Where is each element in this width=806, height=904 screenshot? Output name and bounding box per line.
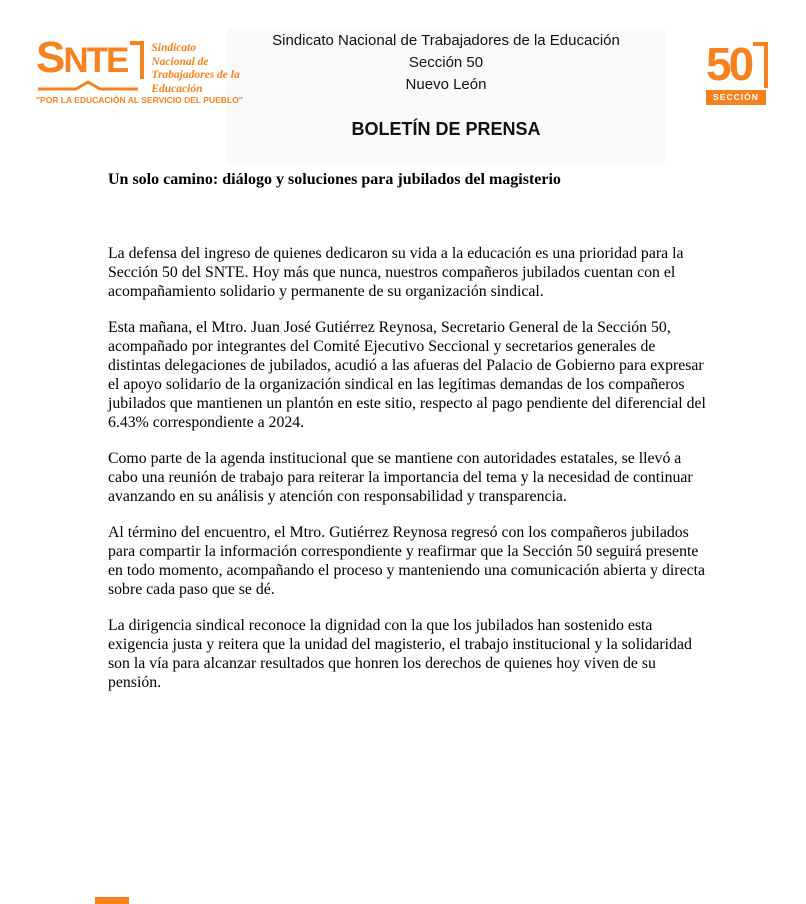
snte-caret-icon — [36, 80, 140, 91]
seccion-50-number: 50 — [706, 38, 752, 90]
snte-logo — [36, 33, 240, 96]
state-name: Nuevo León — [405, 76, 487, 93]
snte-name-line: Educación — [151, 82, 203, 95]
snte-name-line: Nacional de — [151, 55, 209, 68]
press-release-body — [108, 244, 706, 709]
body-paragraph: Esta mañana, el Mtro. Juan José Gutiérrez Reynosa, Secretario General de la Sección 50, acompañado por integrantes del Comité Ejecutivo Seccional y secretarios generales de distintas delegaciones de jubilados, acudió a las afueras del Palacio de Gobierno para expresar el apoyo solidario de la organización sindical en las legítimas demandas de los compañeros jubilados que mantienen un plantón en este sitio, respecto al pago pendiente del diferencial del 6.43% correspondiente a 2024. — [108, 319, 706, 431]
doc-type-heading: BOLETÍN DE PRENSA — [351, 119, 541, 139]
snte-logotype-icon — [36, 33, 144, 91]
letterhead — [227, 30, 665, 140]
body-paragraph: La defensa del ingreso de quienes dedicaron su vida a la educación es una prioridad para la Sección 50 del SNTE. Hoy más que nunca, nuestros compañeros jubilados cuentan con el acompañamiento solidario y permanente de su organización sindical. — [108, 245, 684, 300]
snte-bracket-icon — [130, 41, 144, 79]
snte-name-line: Sindicato — [151, 42, 197, 54]
press-release-title: Un solo camino: diálogo y soluciones para jubilados del magisterio — [108, 171, 561, 188]
body-paragraph: Al término del encuentro, el Mtro. Gutiérrez Reynosa regresó con los compañeros jubilados para compartir la información correspondiente y reafirmar que la Sección 50 seguirá presente en todo momento, acompañando el proceso y manteniendo una comunicación abierta y directa sobre cada paso que se dé. — [108, 524, 705, 598]
seccion-50-bracket-icon — [753, 42, 768, 88]
org-name: Sindicato Nacional de Trabajadores de la Educación — [272, 32, 620, 49]
body-paragraph: Como parte de la agenda institucional que se mantiene con autoridades estatales, se llevó a cabo una reunión de trabajo para reiterar la importancia del tema y la necesidad de continuar avanzando en su análisis y atención con responsabilidad y transparencia. — [108, 450, 693, 505]
seccion-50-label: SECCIÓN — [706, 90, 766, 105]
seccion-50-logo — [706, 38, 768, 105]
snte-name-line: Trabajadores de la — [151, 69, 240, 81]
body-paragraph: La dirigencia sindical reconoce la dignidad con la que los jubilados han sostenido esta exigencia justa y reitera que la unidad del magisterio, el trabajo institucional y la solidaridad son la vía para alcanzar resultados que honren los derechos de quienes hoy viven de su pensión. — [108, 617, 692, 691]
section-name: Sección 50 — [408, 54, 484, 71]
snte-acronym: SNTE — [36, 33, 128, 82]
footer-accent-bar — [95, 897, 129, 904]
snte-slogan: "POR LA EDUCACIÓN AL SERVICIO DEL PUEBLO" — [36, 95, 243, 105]
